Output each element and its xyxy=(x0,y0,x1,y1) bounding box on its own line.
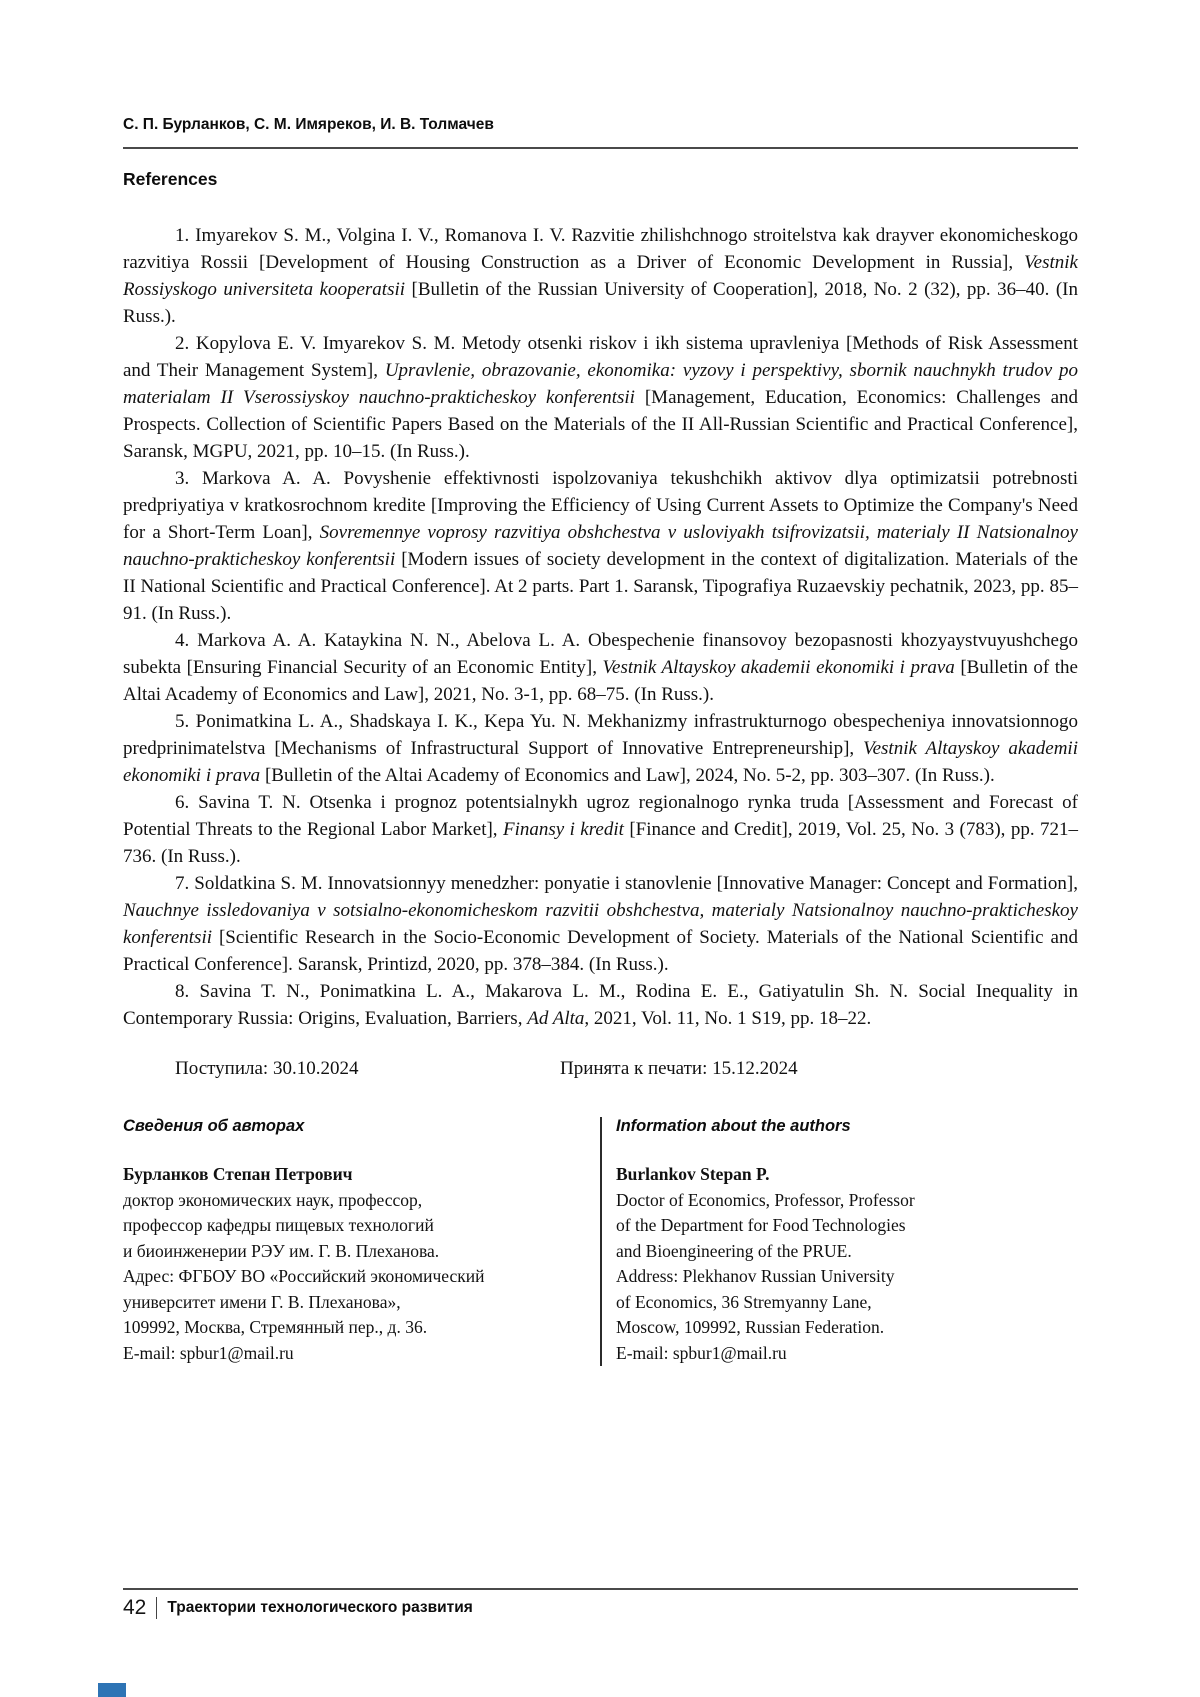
page-number: 42 xyxy=(123,1596,147,1619)
authors-byline: С. П. Бурланков, С. М. Имяреков, И. В. Толмачев xyxy=(123,116,1078,149)
references-heading: References xyxy=(123,169,218,189)
references-list xyxy=(123,222,1078,1032)
author-info-line: университет имени Г. В. Плеханова», xyxy=(123,1291,401,1312)
authors-info-column-en xyxy=(600,1117,1078,1366)
reference-item: 7. Soldatkina S. M. Innovatsionnyy menedzher: ponyatie i stanovlenie [Innovative Manager: Concept and Formation], Nauchnye issledovaniya v sotsialno-ekonomicheskom razvitii obshchestva, materialy Natsionalnoy nauchno-prakticheskoy konferentsii [Scientific Research in the Socio-Economic Development of Society. Materials of the National Scientific and Practical Conference]. Saransk, Printizd, 2020, pp. 378–384. (In Russ.). xyxy=(123,873,1078,975)
page-corner-marker xyxy=(98,1683,126,1697)
author-info-line: профессор кафедры пищевых технологий xyxy=(123,1215,434,1235)
author-info-line: E-mail: spbur1@mail.ru xyxy=(616,1342,787,1363)
reference-item: 3. Markova A. A. Povyshenie effektivnosti ispolzovaniya tekushchikh aktivov dlya optimizatsii potrebnosti predpriyatiya v kratkosrochnom kredite [Improving the Efficiency of Using Current Assets to Optimize the Company's Need for a Short-Term Loan], Sovremennye voprosy razvitiya obshchestva v usloviyakh tsifrovizatsii, materialy II Natsionalnoy nauchno-prakticheskoy konferentsii [Modern issues of society development in the context of digitalization. Materials of the II National Scientific and Practical Conference]. At 2 parts. Part 1. Saransk, Tipografiya Ruzaevskiy pechatnik, 2023, pp. 85–91. (In Russ.). xyxy=(123,468,1078,624)
reference-item: 8. Savina T. N., Ponimatkina L. A., Makarova L. M., Rodina E. E., Gatiyatulin Sh. N. Social Inequality in Contemporary Russia: Origins, Evaluation, Barriers, Ad Alta, 2021, Vol. 11, No. 1 S19, pp. 18–22. xyxy=(123,981,1078,1029)
footer-divider xyxy=(156,1597,157,1619)
authors-info-column-ru xyxy=(123,1117,600,1366)
author-info-line: Doctor of Economics, Professor, Professor xyxy=(616,1189,915,1210)
author-info-line: of the Department for Food Technologies xyxy=(616,1215,906,1235)
reference-item: 4. Markova A. A. Kataykina N. N., Abelova L. A. Obespechenie finansovoy bezopasnosti khozyaystvuyushchego subekta [Ensuring Financial Security of an Economic Entity], Vestnik Altayskoy akademii ekonomiki i prava [Bulletin of the Altai Academy of Economics and Law], 2021, No. 3-1, pp. 68–75. (In Russ.). xyxy=(123,630,1078,705)
reference-item: 2. Kopylova E. V. Imyarekov S. M. Metody otsenki riskov i ikh sistema upravleniya [Methods of Risk Assessment and Their Management System], Upravlenie, obrazovanie, ekonomika: vyzovy i perspektivy, sbornik nauchnykh trudov po materialam II Vserossiyskoy nauchno-prakticheskoy konferentsii [Management, Education, Economics: Challenges and Prospects. Collection of Scientific Papers Based on the Materials of the II All-Russian Scientific and Practical Conference], Saransk, MGPU, 2021, pp. 10–15. (In Russ.). xyxy=(123,333,1078,462)
author-info-line: доктор экономических наук, профессор, xyxy=(123,1189,423,1210)
author-info-line: Address: Plekhanov Russian University xyxy=(616,1266,895,1286)
author-details-ru xyxy=(123,1188,576,1367)
author-info-line: и биоинженерии РЭУ им. Г. В. Плеханова. xyxy=(123,1240,440,1261)
author-details-en xyxy=(616,1188,1078,1367)
journal-title: Траектории технологического развития xyxy=(167,1599,473,1616)
author-name-ru: Бурланков Степан Петрович xyxy=(123,1164,353,1184)
author-info-line: Адрес: ФГБОУ ВО «Российский экономический xyxy=(123,1266,485,1286)
author-info-line: Moscow, 109992, Russian Federation. xyxy=(616,1317,885,1337)
author-info-line: and Bioengineering of the PRUE. xyxy=(616,1240,852,1261)
reference-item: 5. Ponimatkina L. A., Shadskaya I. K., Kepa Yu. N. Mekhanizmy infrastrukturnogo obespecheniya innovatsionnogo predprinimatelstva [Mechanisms of Infrastructural Support of Innovative Entrepreneurship], Vestnik Altayskoy akademii ekonomiki i prava [Bulletin of the Altai Academy of Economics and Law], 2024, No. 5-2, pp. 303–307. (In Russ.). xyxy=(123,711,1078,786)
authors-info-heading-en: Information about the authors xyxy=(616,1117,851,1135)
authors-info-heading-ru: Сведения об авторах xyxy=(123,1117,305,1135)
accepted-date: Принята к печати: 15.12.2024 xyxy=(560,1058,798,1079)
author-info-line: E-mail: spbur1@mail.ru xyxy=(123,1342,294,1363)
page-footer xyxy=(123,1588,1078,1620)
reference-item: 1. Imyarekov S. M., Volgina I. V., Romanova I. V. Razvitie zhilishchnogo stroitelstva kak drayver ekonomicheskogo razvitiya Rossii [Development of Housing Construction as a Driver of Economic Development in Russia], Vestnik Rossiyskogo universiteta kooperatsii [Bulletin of the Russian University of Cooperation], 2018, No. 2 (32), pp. 36–40. (In Russ.). xyxy=(123,225,1078,327)
submission-dates xyxy=(123,1058,1078,1085)
author-info-line: of Economics, 36 Stremyanny Lane, xyxy=(616,1291,872,1312)
authors-info-block xyxy=(123,1117,1078,1366)
reference-item: 6. Savina T. N. Otsenka i prognoz potentsialnykh ugroz regionalnogo rynka truda [Assessment and Forecast of Potential Threats to the Regional Labor Market], Finansy i kredit [Finance and Credit], 2019, Vol. 25, No. 3 (783), pp. 721–736. (In Russ.). xyxy=(123,792,1078,867)
author-name-en: Burlankov Stepan P. xyxy=(616,1164,770,1184)
received-date: Поступила: 30.10.2024 xyxy=(175,1058,359,1079)
author-info-line: 109992, Москва, Стремянный пер., д. 36. xyxy=(123,1317,428,1337)
